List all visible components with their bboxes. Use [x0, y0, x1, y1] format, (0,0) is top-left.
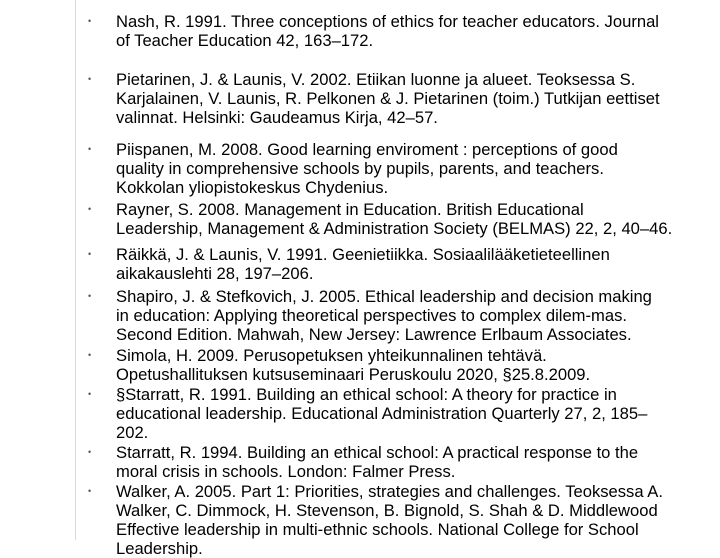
bullet-icon: •: [88, 16, 92, 26]
bullet-icon: •: [88, 350, 92, 360]
reference-text-line: Leadership.: [116, 539, 203, 558]
reference-text-line: Effective leadership in multi-ethnic schools. National College for School: [116, 520, 639, 539]
reference-text-line: in education: Applying theoretical perspectives to complex dilem-mas.: [116, 306, 627, 325]
reference-text-line: Starratt, R. 1994. Building an ethical school: A practical response to the: [116, 443, 639, 462]
reference-text-line: educational leadership. Educational Administration Quarterly 27, 2, 185–: [116, 404, 648, 423]
reference-text-line: Nash, R. 1991. Three conceptions of ethics for teacher educators. Journal: [116, 12, 659, 31]
reference-text-line: §Starratt, R. 1991. Building an ethical school: A theory for practice in: [116, 385, 617, 404]
bullet-icon: •: [88, 74, 92, 84]
bullet-icon: •: [88, 389, 92, 399]
reference-text-line: quality in comprehensive schools by pupils, parents, and teachers.: [116, 159, 604, 178]
reference-text-line: Rayner, S. 2008. Management in Education. British Educational: [116, 200, 584, 219]
reference-text-line: Kokkolan yliopistokeskus Chydenius.: [116, 178, 389, 197]
reference-text-line: Pietarinen, J. & Launis, V. 2002. Etiikan luonne ja alueet. Teoksessa S.: [116, 70, 636, 89]
reference-text-line: Simola, H. 2009. Perusopetuksen yhteikunnalinen tehtävä.: [116, 346, 547, 365]
reference-text-line: Opetushallituksen kutsuseminaari Peruskoulu 2020, §25.8.2009.: [116, 365, 591, 384]
reference-text-line: Piispanen, M. 2008. Good learning enviroment : perceptions of good: [116, 140, 618, 159]
bullet-icon: •: [88, 447, 92, 457]
reference-text-line: Second Edition. Mahwah, New Jersey: Lawrence Erlbaum Associates.: [116, 325, 632, 344]
reference-text-line: moral crisis in schools. London: Falmer Press.: [116, 462, 456, 481]
reference-text-line: Walker, A. 2005. Part 1: Priorities, strategies and challenges. Teoksessa A.: [116, 482, 663, 501]
reference-text-line: Räikkä, J. & Launis, V. 1991. Geenietiikka. Sosiaalilääketieteellinen: [116, 245, 610, 264]
bullet-icon: •: [88, 486, 92, 496]
reference-text-line: of Teacher Education 42, 163–172.: [116, 31, 374, 50]
reference-text-line: Walker, C. Dimmock, H. Stevenson, B. Bignold, S. Shah & D. Middlewood: [116, 501, 658, 520]
reference-text-line: Karjalainen, V. Launis, R. Pelkonen & J. Pietarinen (toim.) Tutkijan eettiset: [116, 89, 660, 108]
bullet-icon: •: [88, 144, 92, 154]
reference-text-line: 202.: [116, 423, 149, 442]
reference-text-line: Shapiro, J. & Stefkovich, J. 2005. Ethical leadership and decision making: [116, 287, 652, 306]
bullet-icon: •: [88, 204, 92, 214]
bullet-icon: •: [88, 291, 92, 301]
bullet-icon: •: [88, 249, 92, 259]
reference-text-line: valinnat. Helsinki: Gaudeamus Kirja, 42–57.: [116, 108, 438, 127]
reference-text-line: aikakauslehti 28, 197–206.: [116, 264, 314, 283]
reference-text-line: Leadership, Management & Administration Society (BELMAS) 22, 2, 40–46.: [116, 219, 673, 238]
